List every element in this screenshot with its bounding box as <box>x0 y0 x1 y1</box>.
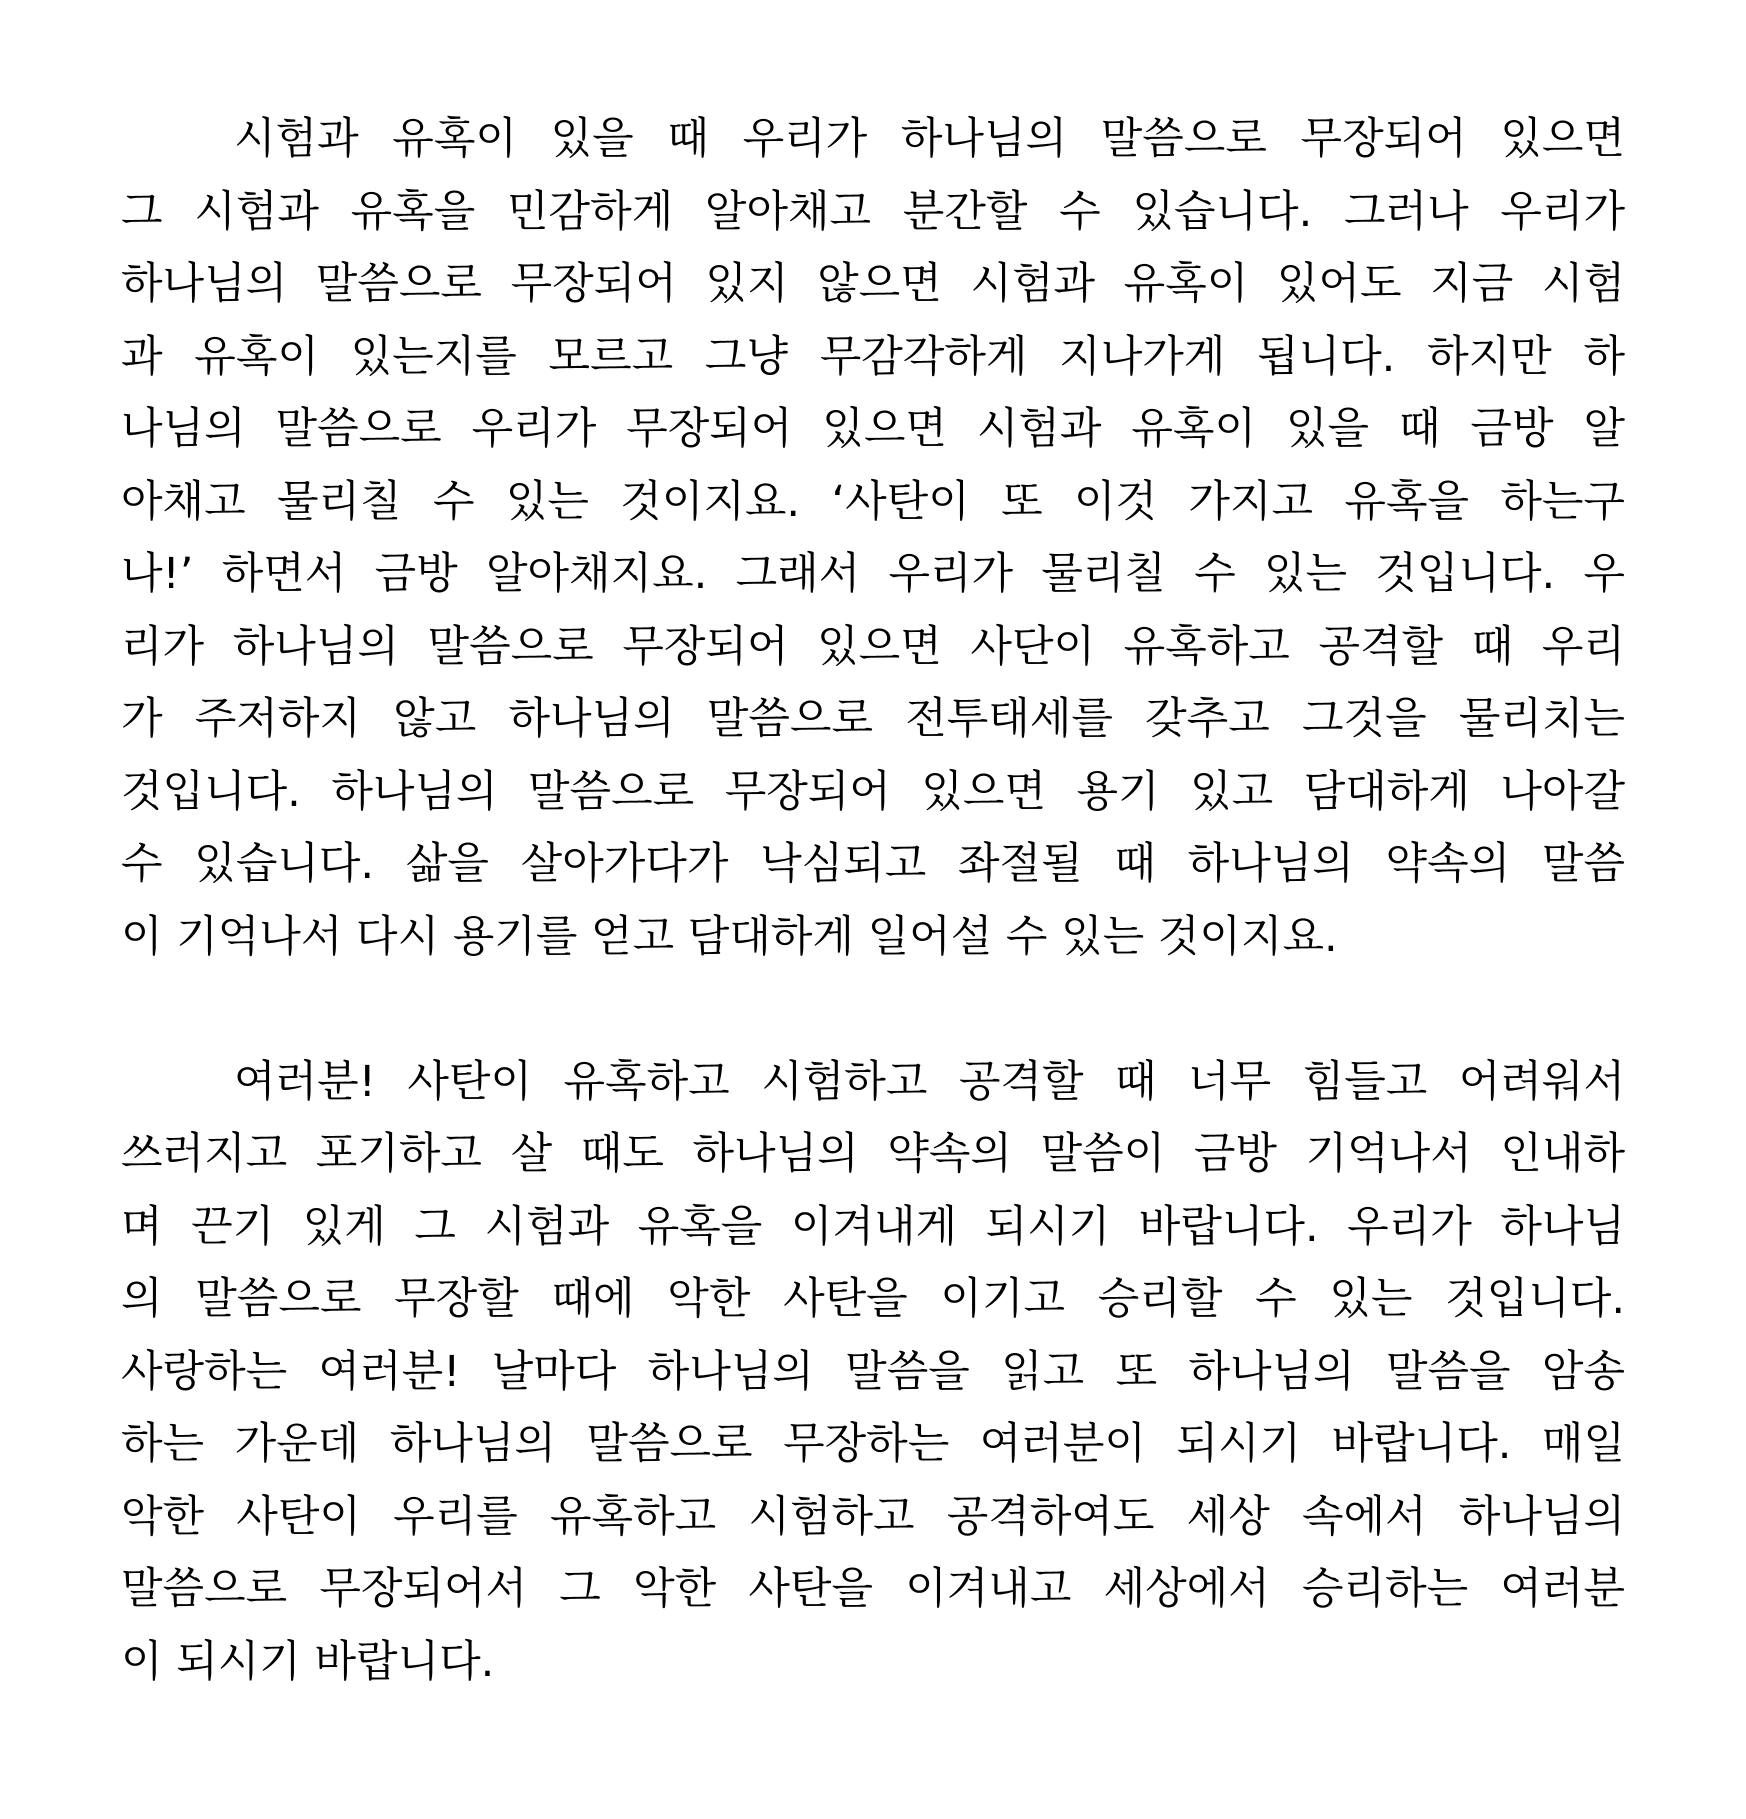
paragraph-line: 하는 가운데 하나님의 말씀으로 무장하는 여러분이 되시기 바랍니다. 매일 <box>121 1419 1625 1469</box>
paragraph-line: 이 되시기 바랍니다. <box>121 1636 495 1687</box>
paragraph-spacer <box>121 973 1625 1046</box>
paragraph-line: 말씀으로 무장되어서 그 악한 사탄을 이겨내고 세상에서 승리하는 여러분 <box>121 1564 1625 1614</box>
paragraph-line: 아채고 물리칠 수 있는 것이지요. ‘사탄이 또 이것 가지고 유혹을 하는구 <box>121 476 1625 527</box>
paragraph-2 <box>121 1046 1625 1699</box>
paragraph-line: 수 있습니다. 삶을 살아가다가 낙심되고 좌절될 때 하나님의 약속의 말씀 <box>121 839 1625 889</box>
paragraph-line: 여러분! 사탄이 유혹하고 시험하고 공격할 때 너무 힘들고 어려워서 <box>234 1056 1625 1107</box>
document-page <box>121 103 1625 1698</box>
paragraph-line: 이 기억나서 다시 용기를 얻고 담대하게 일어설 수 있는 것이지요. <box>121 911 1338 962</box>
paragraph-line: 의 말씀으로 무장할 때에 악한 사탄을 이기고 승리할 수 있는 것입니다. <box>121 1274 1625 1324</box>
paragraph-line: 나!’ 하면서 금방 알아채지요. 그래서 우리가 물리칠 수 있는 것입니다. 우 <box>121 549 1625 599</box>
paragraph-line: 악한 사탄이 우리를 유혹하고 시험하고 공격하여도 세상 속에서 하나님의 <box>121 1491 1625 1542</box>
paragraph-line: 리가 하나님의 말씀으로 무장되어 있으면 사단이 유혹하고 공격할 때 우리 <box>121 621 1625 672</box>
paragraph-line: 며 끈기 있게 그 시험과 유혹을 이겨내게 되시기 바랍니다. 우리가 하나님 <box>121 1201 1625 1252</box>
paragraph-line: 것입니다. 하나님의 말씀으로 무장되어 있으면 용기 있고 담대하게 나아갈 <box>121 766 1625 817</box>
paragraph-line: 나님의 말씀으로 우리가 무장되어 있으면 시험과 유혹이 있을 때 금방 알 <box>121 404 1625 454</box>
paragraph-line: 그 시험과 유혹을 민감하게 알아채고 분간할 수 있습니다. 그러나 우리가 <box>121 186 1625 237</box>
paragraph-line: 하나님의 말씀으로 무장되어 있지 않으면 시험과 유혹이 있어도 지금 시험 <box>121 259 1625 309</box>
paragraph-line: 가 주저하지 않고 하나님의 말씀으로 전투태세를 갖추고 그것을 물리치는 <box>121 694 1625 744</box>
paragraph-line: 사랑하는 여러분! 날마다 하나님의 말씀을 읽고 또 하나님의 말씀을 암송 <box>121 1346 1625 1397</box>
paragraph-line: 쓰러지고 포기하고 살 때도 하나님의 약속의 말씀이 금방 기억나서 인내하 <box>121 1129 1625 1179</box>
paragraph-1 <box>121 103 1625 973</box>
paragraph-line: 시험과 유혹이 있을 때 우리가 하나님의 말씀으로 무장되어 있으면 <box>234 114 1625 164</box>
paragraph-line: 과 유혹이 있는지를 모르고 그냥 무감각하게 지나가게 됩니다. 하지만 하 <box>121 331 1625 382</box>
